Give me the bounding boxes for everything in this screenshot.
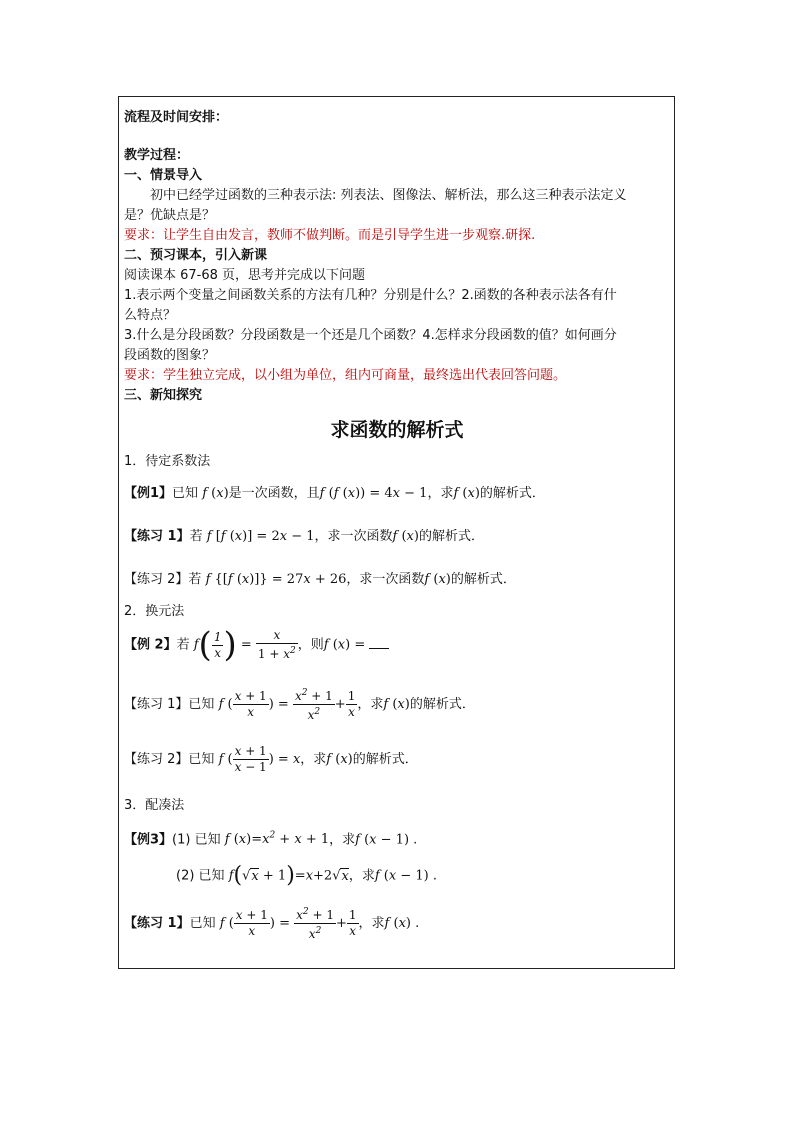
question-3-line2: 段函数的图象？ xyxy=(124,348,216,363)
part1-line2: 是？优缺点是？ xyxy=(124,208,216,223)
teaching-heading: 教学过程： xyxy=(124,148,190,163)
method3-title: 3．配凑法 xyxy=(124,798,185,813)
method1-title: 1．待定系数法 xyxy=(124,454,211,469)
main-title: 求函数的解析式 xyxy=(330,419,464,441)
requirement-2: 要求：学生独立完成，以小组为单位，组内可商量，最终选出代表回答问题。 xyxy=(124,368,567,383)
part1-line1: 初中已经学过函数的三种表示法: 列表法、图像法、解析法，那么这三种表示法定义 xyxy=(150,188,627,203)
method1-practice-1: 【练习 1】若 f [f (x)] = 2x − 1，求一次函数f (x)的解析式． xyxy=(124,529,484,544)
question-3-line1: 3.什么是分段函数？分段函数是一个还是几个函数？4.怎样求分段函数的值？如何画分 xyxy=(124,328,617,343)
part3-title: 三、新知探究 xyxy=(124,388,203,403)
example-1: 【例1】已知 f (x)是一次函数，且f (f (x)) = 4x − 1，求f (x)的解析式． xyxy=(124,486,545,501)
question-1-line1: 1.表示两个变量之间函数关系的方法有几种？分别是什么？2.函数的各种表示法各有什 xyxy=(124,288,617,303)
example-3-part2: (2) 已知 f(√x + 1)=x+2√x，求f (x − 1) . xyxy=(176,863,437,889)
question-1-line2: 么特点？ xyxy=(124,308,177,323)
schedule-heading: 流程及时间安排： xyxy=(124,110,229,125)
part1-title: 一、情景导入 xyxy=(124,168,203,183)
part2-title: 二、预习课本，引入新课 xyxy=(124,248,268,263)
method2-title: 2．换元法 xyxy=(124,604,185,619)
example-3-part1: 【例3】(1) 已知 f $(x)=x^2 + x + 1$，求f (x − 1) . xyxy=(124,831,418,848)
method2-practice-1: 【练习 1】已知 f ( $\frac{x + 1}{x}$ ) = $\frac{x^2 + 1}{x^2}$ + $\frac{1}{x}$ ，求f (x)的解析式． xyxy=(124,688,475,722)
example-2: 【例 2】若 f( $\frac{1}{x}$ ) = $\frac{x}{1 + x^2}$ ，则f (x) = xyxy=(124,628,670,668)
method3-practice-1: 【练习 1】已知 f ( $\frac{x + 1}{x}$ ) = $\frac{x^2 + 1}{x^2}$ + $\frac{1}{x}$ ，求f (x) . xyxy=(124,906,420,941)
method2-practice-2: 【练习 2】已知 f ( $\frac{x + 1}{x - 1}$ ) = x，求f (x)的解析式． xyxy=(124,744,418,774)
method1-practice-2: 【练习 2】若 f {[f (x)]} = 27x + 26，求一次函数f (x)的解析式． xyxy=(124,572,516,587)
lesson-content xyxy=(124,104,670,945)
requirement-1: 要求：让学生自由发言，教师不做判断。而是引导学生进一步观察.研探. xyxy=(124,228,536,243)
reading-instruction: 阅读课本 67-68 页，思考并完成以下问题 xyxy=(124,268,366,283)
